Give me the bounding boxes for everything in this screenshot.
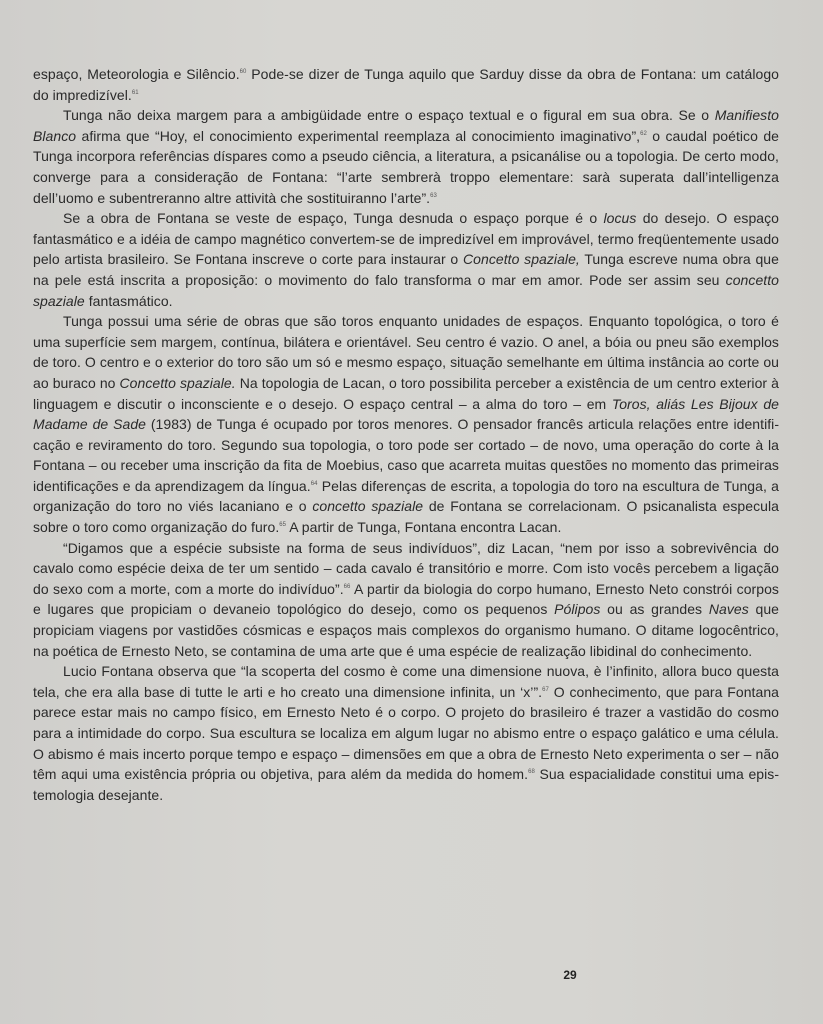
- footnote-ref: 62: [640, 130, 647, 137]
- footnote-ref: 61: [131, 89, 139, 96]
- italic-text: Pólipos: [554, 601, 601, 618]
- italic-text: Concetto spaziale,: [463, 251, 580, 268]
- text-run: Tunga escreve numa obra que na pele está inscrita a proposição: o movimento do falo transforma o mar em amor. Pode ser assim seu: [33, 251, 779, 288]
- text-run: afirma que “Hoy, el conocimiento experimental reemplaza al conocimiento imaginativo”,: [76, 127, 641, 144]
- text-run: que propiciam viagens por vastidões cósmicas e espaços mais complexos do organismo humano. O ditame logocêntrico, na poética de Ernesto Neto, se contamina de uma arte que é uma espécie de realização libidinal do conhecimento.: [33, 601, 780, 659]
- footnote-ref: 65: [279, 522, 287, 529]
- text-run: A partir de Tunga, Fontana encontra Lacan.: [286, 519, 562, 536]
- italic-text: concetto spaziale: [312, 498, 424, 515]
- text-run: espaço, Meteorologia e Silêncio.: [33, 66, 240, 82]
- text-run: fantasmático.: [84, 292, 173, 309]
- paragraph: [33, 105, 779, 208]
- text-run: Tunga não deixa margem para a ambigüidade entre o espaço textual e o figural em sua obra. Se o: [63, 107, 715, 124]
- italic-text: Toros, aliás Les Bijoux de Madame de Sade: [33, 395, 779, 433]
- paragraph: [33, 661, 779, 805]
- text-run: o caudal poético de Tunga incorpora referências díspares como a pseudo ciência, a literatura, a psicanálise ou a topologia. De certo modo, converge para a consideração de Fontana: “l’arte sembrerà troppo elementare: sarà superata dall’intelligenza dell’uomo e subentreranno altre attività che sostituiranno l’arte”.: [33, 127, 779, 206]
- italic-text: Concetto spaziale.: [119, 374, 236, 391]
- text-run: (1983) de Tunga é ocupado por toros menores. O pensador francês articula relações entre identificação e reviramento do toro. Segundo sua topologia, o toro pode ser cortado – de novo, uma operação do corte à la Fontana – ou receber uma inscrição da fita de Moebius, caso que acarreta muitas questões no momento das primeiras identificações e da aprendizagem da língua.: [33, 416, 780, 494]
- text-run: Lucio Fontana observa que “la scoperta del cosmo è come una dimensione nuova, è l’infinito, allora buco questa tela, che era alla base di tutte le arti e ho creato una dimensione infinita, un ‘x’”.: [33, 663, 779, 700]
- text-run: “Digamos que a espécie subsiste na forma de seus indivíduos”, diz Lacan, “nem por isso a sobrevivência do cavalo como espécie deixa de ter um sentido – cada cavalo é transitório e morre. Com isto vocês percebem a ligação do sexo com a morte, com a morte do indivíduo”.: [33, 539, 779, 597]
- text-run: Tunga possui uma série de obras que são toros enquanto unidades de espaços. Enquanto topológica, o toro é uma superfície sem margem, contínua, bilátera e orientável. Seu centro é vazio. O anel, a bóia ou pneu são exemplos de toro. O centro e o exterior do toro são um só e mesmo espaço, situação semelhante em última instância ao corte ou ao buraco no: [33, 313, 779, 391]
- text-run: A partir da biologia do corpo humano, Ernesto Neto constrói corpos e lugares que propiciam o devaneio topológico do desejo, como os pequenos: [33, 580, 779, 618]
- text-run: ou as grandes: [600, 601, 709, 618]
- text-run: Se a obra de Fontana se veste de espaço, Tunga desnuda o espaço porque é o: [63, 210, 604, 227]
- body-text: [33, 64, 779, 805]
- page-number: 29: [563, 968, 577, 982]
- paragraph: [33, 208, 779, 311]
- italic-text: Manifiesto Blanco: [33, 107, 779, 144]
- footnote-ref: 68: [528, 769, 535, 776]
- text-run: Na topologia de Lacan, o toro possibilita perceber a existência de um centro exterior à linguagem e discutir o inconsciente e o desejo. O espaço central – a alma do toro – em: [33, 374, 779, 412]
- italic-text: Naves: [708, 601, 749, 618]
- footnote-ref: 67: [542, 686, 549, 693]
- text-run: de Fontana se correlacionam. O psicanalista especula sobre o toro como organização do furo.: [33, 498, 779, 536]
- footnote-ref: 66: [343, 583, 351, 590]
- paragraph: [33, 538, 779, 662]
- paragraph: [33, 64, 779, 105]
- footnote-ref: 63: [430, 192, 437, 199]
- text-run: do desejo. O espaço fantasmático e a idéia de campo magnético convertem-se de impredizível em improvável, termo freqüentemente usado pelo artista brasileiro. Se Fontana inscreve o corte para instaurar o: [33, 210, 780, 268]
- italic-text: locus: [603, 210, 637, 227]
- footnote-ref: 60: [239, 69, 247, 75]
- text-run: O conhecimento, que para Fontana parece estar mais no campo físico, em Ernesto Neto é o corpo. O projeto do brasileiro é trazer a vastidão do cosmo para a intimidade do corpo. Sua escultura se localiza em algum lugar no abismo entre o espaço galático e uma célula. O abismo é mais incerto porque tempo e espaço – dimensões em que a obra de Ernesto Neto experimenta o ser – não têm aqui uma existência própria ou objetiva, para além da medida do homem.: [33, 683, 779, 783]
- text-run: Pelas diferenças de escrita, a topologia do toro na escultura de Tunga, a organização do toro no viés lacaniano e o: [33, 477, 779, 515]
- italic-text: concetto spaziale: [33, 271, 779, 309]
- text-run: Pode-se dizer de Tunga aquilo que Sarduy disse da obra de Fontana: um catálogo do impredizível.: [33, 66, 779, 103]
- paragraph: [33, 311, 779, 538]
- text-run: Sua espacialidade constitui uma epistemologia desejante.: [33, 766, 779, 803]
- footnote-ref: 64: [310, 480, 318, 487]
